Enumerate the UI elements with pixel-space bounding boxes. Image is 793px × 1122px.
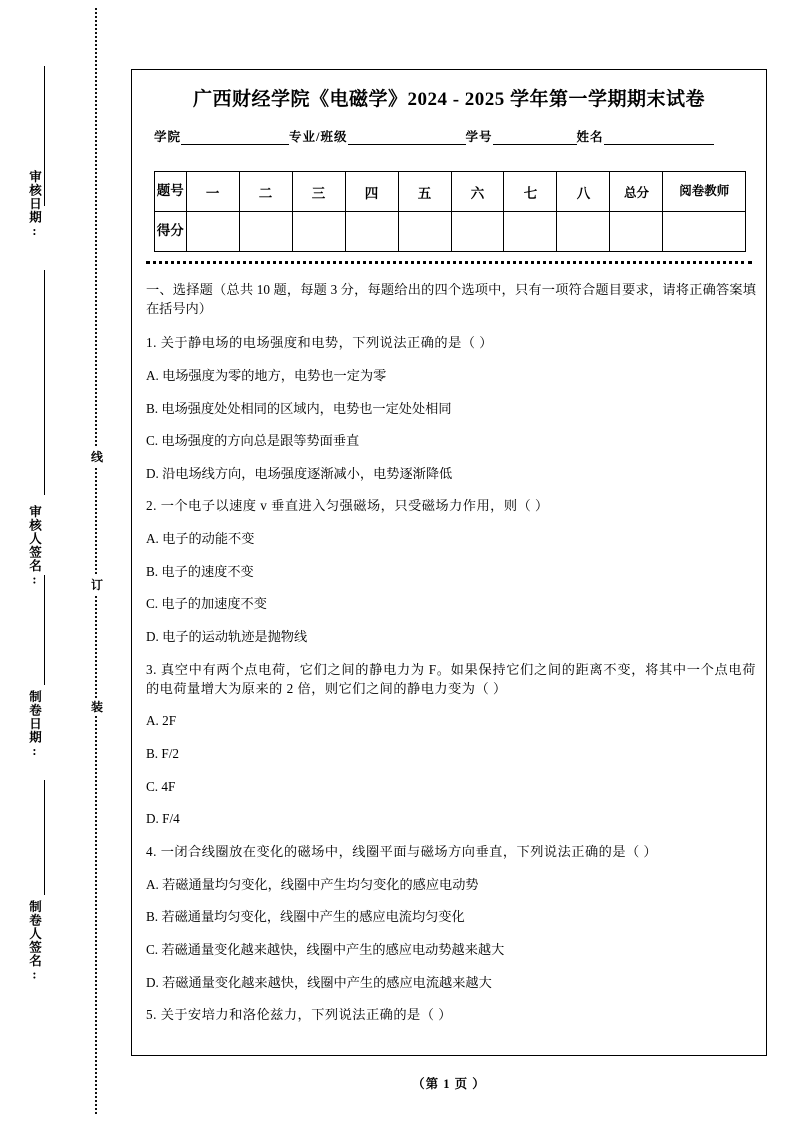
field-label-major-class: 专业/班级	[289, 130, 348, 144]
margin-rule-mid-upper	[44, 270, 45, 495]
col-header-total: 总分	[610, 172, 663, 212]
question-3-option-c[interactable]: C. 4F	[146, 778, 176, 794]
field-label-college: 学院	[154, 130, 182, 144]
col-header-grader: 阅卷教师	[663, 172, 746, 212]
question-3-option-b[interactable]: B. F/2	[146, 746, 179, 762]
question-2-option-c[interactable]: C. 电子的加速度不变	[146, 596, 267, 612]
margin-rule-top	[44, 66, 45, 206]
binding-dotted-line	[95, 8, 97, 1114]
field-input-name[interactable]	[604, 131, 714, 145]
question-4-option-a[interactable]: A. 若磁通量均匀变化，线圈中产生均匀变化的感应电动势	[146, 876, 479, 892]
col-header-7: 七	[504, 172, 557, 212]
binding-char-assemble: 装	[88, 698, 106, 716]
score-cell-6[interactable]	[451, 212, 504, 252]
score-cell-3[interactable]	[292, 212, 345, 252]
page-footer	[131, 1074, 767, 1092]
score-cell-2[interactable]	[239, 212, 292, 252]
field-input-student-id[interactable]	[493, 131, 577, 145]
question-2-option-a[interactable]: A. 电子的动能不变	[146, 531, 255, 547]
col-header-6: 六	[451, 172, 504, 212]
field-input-college[interactable]	[181, 131, 289, 145]
question-1-option-a[interactable]: A. 电场强度为零的地方，电势也一定为零	[146, 367, 387, 383]
field-label-name: 姓名	[576, 130, 604, 144]
question-1-option-d[interactable]: D. 沿电场线方向，电场强度逐渐减小，电势逐渐降低	[146, 465, 453, 481]
score-cell-1[interactable]	[186, 212, 239, 252]
score-cell-8[interactable]	[557, 212, 610, 252]
field-input-major-class[interactable]	[348, 131, 466, 145]
question-2-stem: 2. 一个电子以速度 v 垂直进入匀强磁场，只受磁场力作用，则（ ）	[146, 498, 549, 514]
section-divider	[146, 261, 752, 264]
question-1-option-b[interactable]: B. 电场强度处处相同的区域内，电势也一定处处相同	[146, 400, 452, 416]
question-5-stem: 5. 关于安培力和洛伦兹力，下列说法正确的是（ ）	[146, 1007, 452, 1023]
col-header-3: 三	[292, 172, 345, 212]
page-number-label: （第 1 页 ）	[412, 1077, 486, 1091]
field-label-student-id: 学号	[465, 130, 493, 144]
margin-rule-mid-lower	[44, 575, 45, 685]
row-header-score: 得分	[155, 212, 187, 252]
section-heading: 一、选择题（总共 10 题，每题 3 分，每题给出的四个选项中，只有一项符合题目要求，请将正确答案填在括号内）	[146, 282, 756, 317]
margin-label-review-date: 审核日期:	[27, 170, 42, 239]
binding-char-bind: 订	[88, 576, 106, 594]
question-1-stem: 1. 关于静电场的电场强度和电势，下列说法正确的是（ ）	[146, 335, 493, 351]
row-header-question-no: 题号	[155, 172, 187, 212]
score-cell-total[interactable]	[610, 212, 663, 252]
page-title: 广西财经学院《电磁学》2024 - 2025 学年第一学期期末试卷	[192, 89, 706, 110]
margin-label-producer-signature: 制卷人签名:	[27, 900, 42, 983]
question-1-option-c[interactable]: C. 电场强度的方向总是跟等势面垂直	[146, 433, 360, 449]
score-cell-4[interactable]	[345, 212, 398, 252]
margin-label-reviewer-signature: 审核人签名:	[27, 505, 42, 588]
col-header-2: 二	[239, 172, 292, 212]
col-header-4: 四	[345, 172, 398, 212]
question-2-option-b[interactable]: B. 电子的速度不变	[146, 563, 254, 579]
question-3-option-d[interactable]: D. F/4	[146, 811, 180, 827]
col-header-8: 八	[557, 172, 610, 212]
question-body	[146, 280, 756, 1038]
question-2-option-d[interactable]: D. 电子的运动轨迹是抛物线	[146, 629, 308, 645]
score-table	[154, 171, 746, 252]
question-3-option-a[interactable]: A. 2F	[146, 713, 177, 729]
exam-paper-frame	[131, 69, 767, 1056]
binding-char-line: 线	[88, 448, 106, 466]
question-4-stem: 4. 一闭合线圈放在变化的磁场中，线圈平面与磁场方向垂直，下列说法正确的是（ ）	[146, 844, 658, 860]
margin-label-produce-date: 制卷日期:	[27, 690, 42, 759]
table-row-question-numbers	[155, 172, 746, 212]
score-cell-7[interactable]	[504, 212, 557, 252]
col-header-5: 五	[398, 172, 451, 212]
question-4-option-d[interactable]: D. 若磁通量变化越来越快，线圈中产生的感应电流越来越大	[146, 974, 492, 990]
question-3-stem: 3. 真空中有两个点电荷，它们之间的静电力为 F。如果保持它们之间的距离不变，将其中一个点电荷的电荷量增大为原来的 2 倍，则它们之间的静电力变为（ ）	[146, 661, 756, 696]
question-4-option-b[interactable]: B. 若磁通量均匀变化，线圈中产生的感应电流均匀变化	[146, 909, 465, 925]
score-cell-grader[interactable]	[663, 212, 746, 252]
table-row-scores	[155, 212, 746, 252]
question-4-option-c[interactable]: C. 若磁通量变化越来越快，线圈中产生的感应电动势越来越大	[146, 941, 505, 957]
left-binding-margin	[0, 0, 122, 1122]
margin-rule-bottom	[44, 780, 45, 895]
col-header-1: 一	[186, 172, 239, 212]
student-id-fields	[154, 127, 754, 145]
score-cell-5[interactable]	[398, 212, 451, 252]
